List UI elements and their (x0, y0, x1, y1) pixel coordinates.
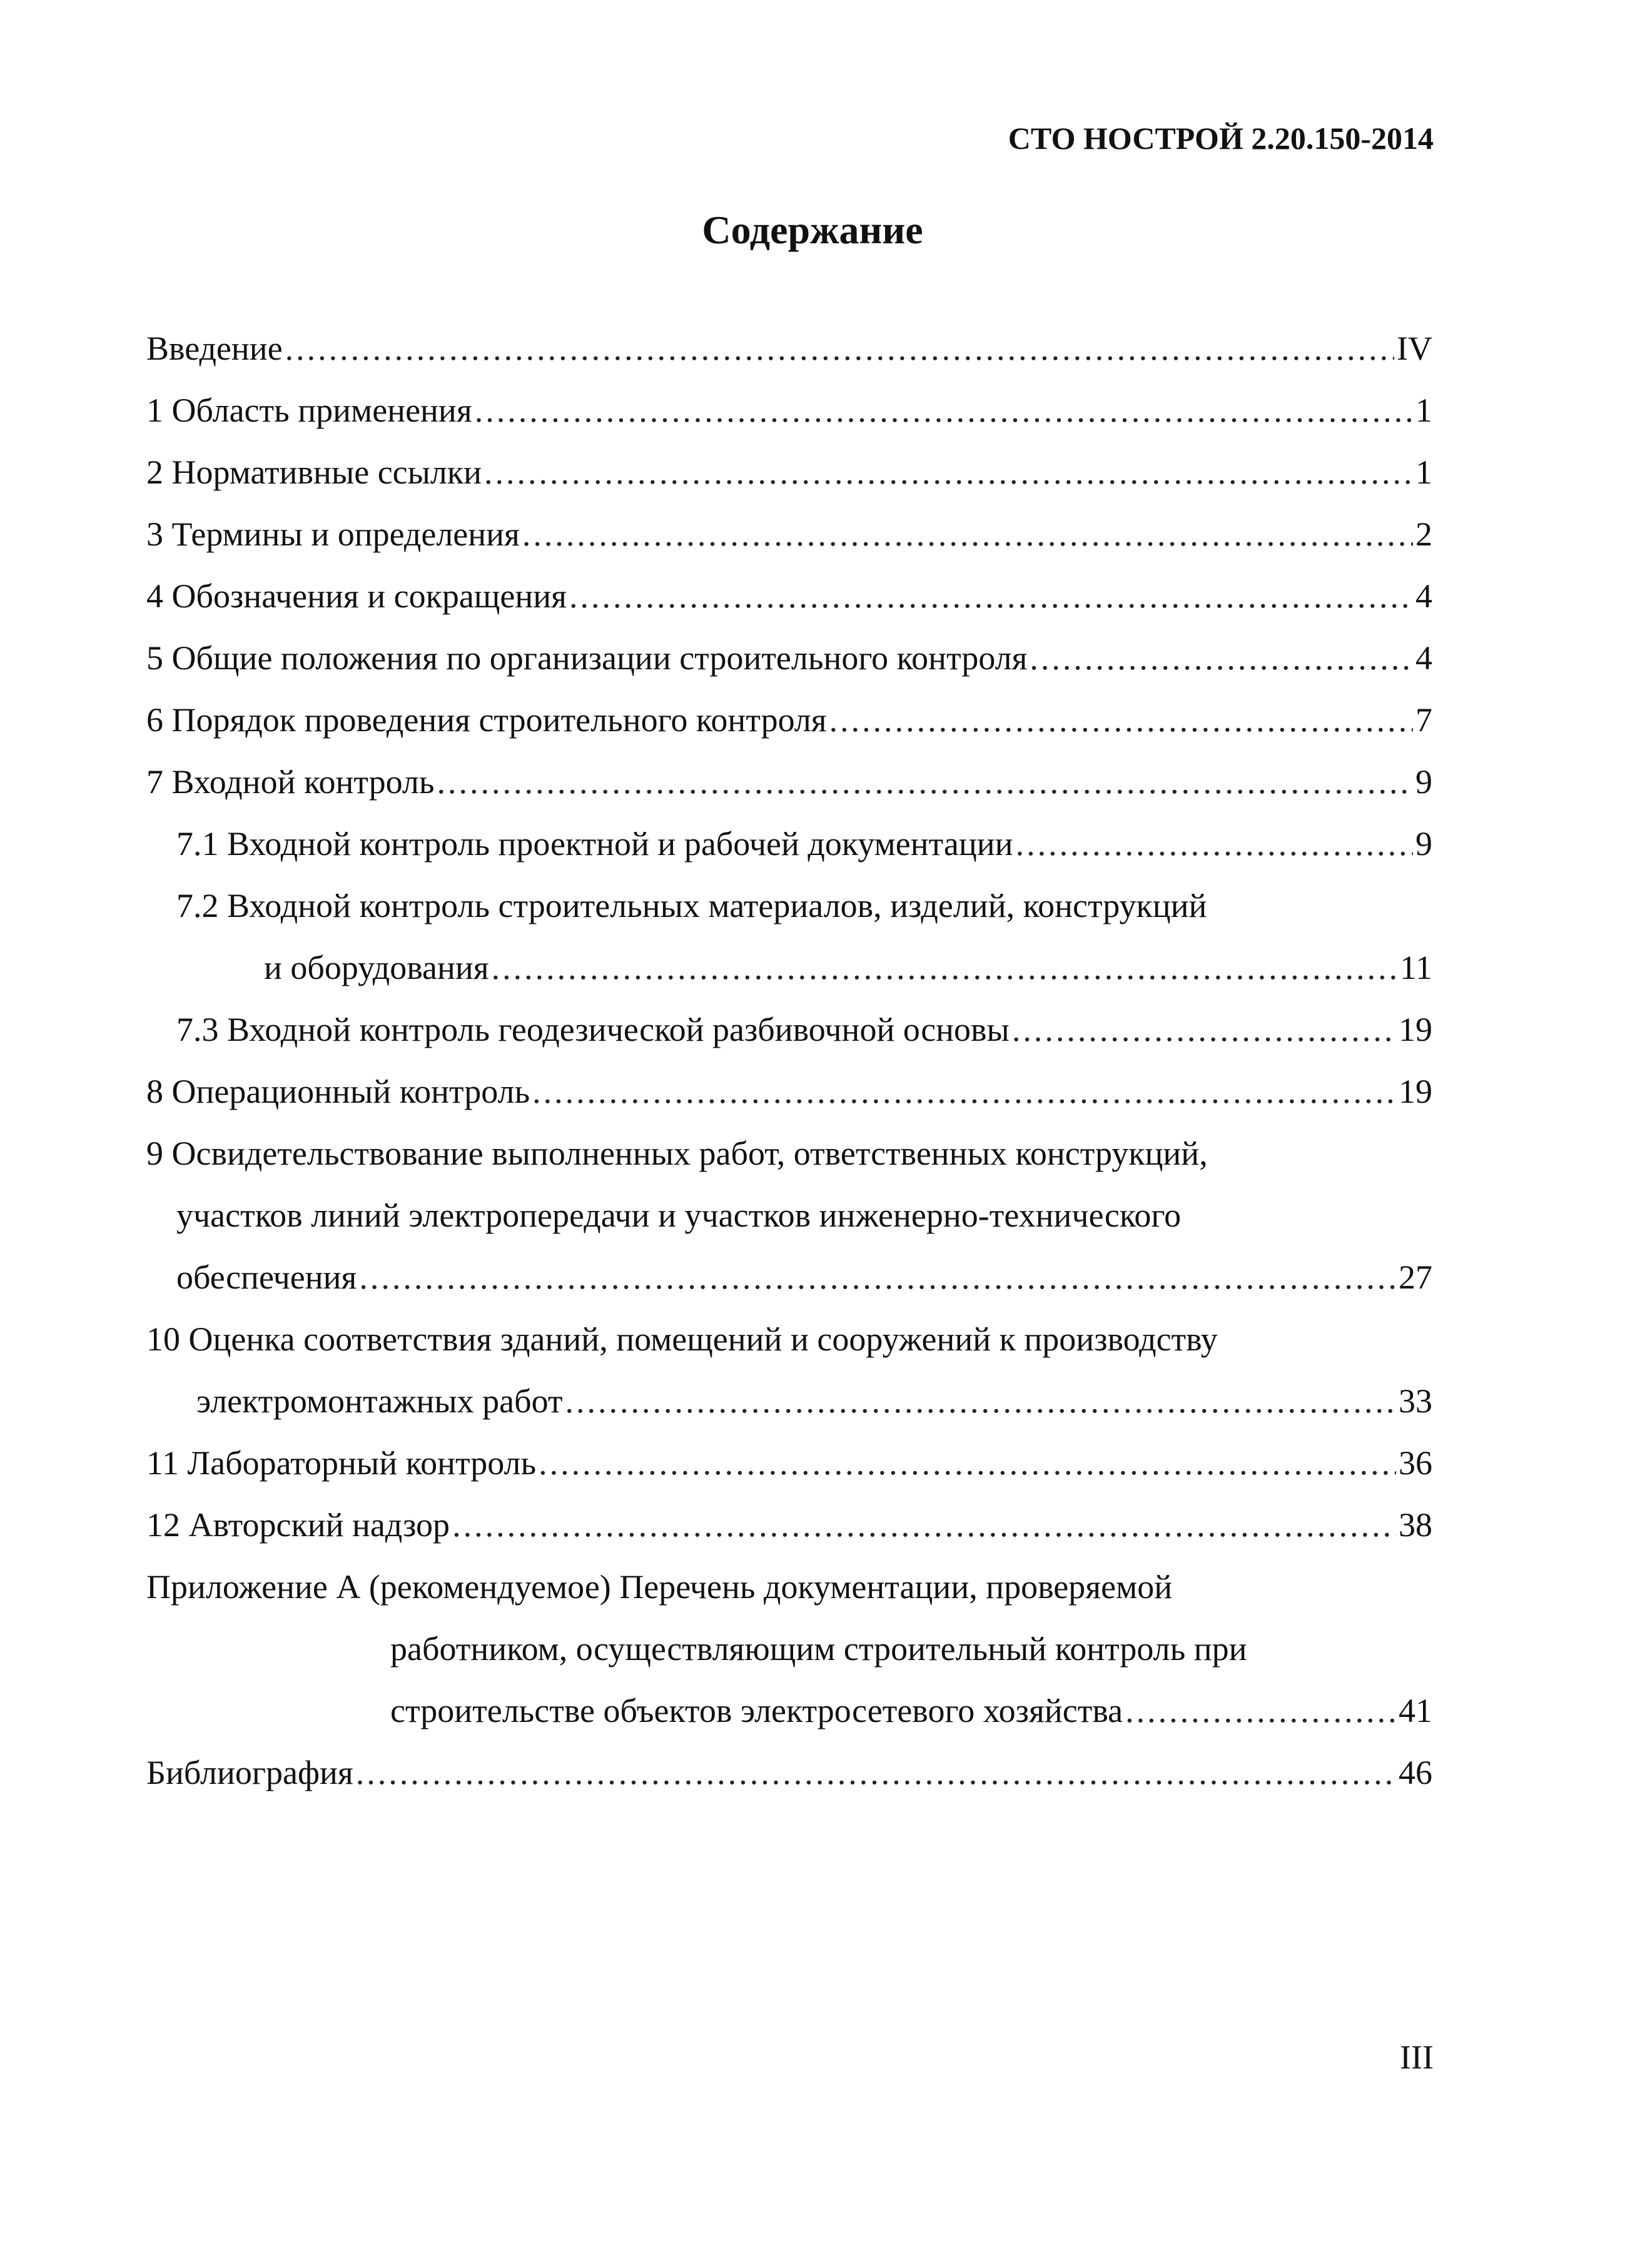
toc-entry-title: Приложение А (рекомендуемое) Перечень документации, проверяемой (146, 1568, 1173, 1606)
dot-leader (565, 1370, 1396, 1432)
toc-page-number: 9 (1415, 763, 1432, 801)
dot-leader (359, 1247, 1396, 1309)
toc-page-number: 38 (1399, 1506, 1432, 1544)
toc-page-number: 1 (1415, 453, 1432, 491)
toc-page-number: 11 (1400, 949, 1432, 986)
dot-leader (475, 380, 1413, 442)
toc-page-number: 4 (1415, 577, 1432, 615)
toc-page-number: 46 (1399, 1754, 1432, 1791)
toc-entry-title: 6 Порядок проведения строительного контроля (146, 701, 827, 739)
toc-entry (146, 318, 1432, 380)
toc-page-number: 27 (1399, 1258, 1432, 1296)
toc-page-number: 19 (1399, 1073, 1432, 1110)
toc-entry (146, 1370, 1432, 1432)
toc-entry (146, 999, 1432, 1061)
toc-entry (146, 1432, 1432, 1494)
toc-entry-title: работником, осуществляющим строительный контроль при (390, 1630, 1247, 1668)
page-title: Содержание (702, 208, 923, 252)
toc-entry (146, 504, 1432, 565)
toc-entry (146, 875, 1432, 937)
toc-page-number: 2 (1415, 515, 1432, 553)
toc-page-number: 33 (1399, 1382, 1432, 1420)
toc-entry-title: строительстве объектов электросетевого хозяйства (390, 1692, 1123, 1729)
toc-entry (146, 442, 1432, 504)
dot-leader (532, 1061, 1396, 1123)
dot-leader (452, 1494, 1396, 1556)
toc-entry (146, 565, 1432, 627)
toc-page-number: IV (1397, 330, 1432, 367)
toc-entry-title: Введение (146, 330, 283, 367)
dot-leader (285, 318, 1394, 380)
toc-entry (146, 627, 1432, 689)
toc-entry (146, 1061, 1432, 1123)
toc-entry-title: 4 Обозначения и сокращения (146, 577, 567, 615)
toc-entry-title: обеспечения (176, 1258, 357, 1296)
dot-leader (569, 565, 1413, 627)
toc-page-number: 9 (1415, 825, 1432, 863)
toc-entry-title: 7.3 Входной контроль геодезической разбивочной основы (176, 1011, 1010, 1048)
toc-entry (146, 751, 1432, 813)
toc-entry-title: участков линий электропередачи и участков инженерно-технического (176, 1197, 1182, 1234)
toc-entry-title: 1 Область применения (146, 392, 472, 429)
toc-entry-title: Библиография (146, 1754, 353, 1791)
toc-entry-title: 7.1 Входной контроль проектной и рабочей документации (176, 825, 1013, 863)
dot-leader (829, 689, 1413, 751)
toc-entry (146, 380, 1432, 442)
dot-leader (522, 504, 1413, 565)
toc-entry-title: 7 Входной контроль (146, 763, 435, 801)
toc-entry (146, 1742, 1432, 1804)
toc-entry (146, 689, 1432, 751)
table-of-contents (146, 318, 1432, 1804)
toc-page-number: 7 (1415, 701, 1432, 739)
toc-entry (146, 1185, 1432, 1247)
toc-page-number: 4 (1415, 639, 1432, 677)
document-code: СТО НОСТРОЙ 2.20.150-2014 (1008, 121, 1434, 156)
toc-entry-title: 8 Операционный контроль (146, 1073, 530, 1110)
toc-entry (146, 1247, 1432, 1309)
dot-leader (1016, 813, 1413, 875)
toc-page-number: 19 (1399, 1011, 1432, 1048)
toc-page-number: 1 (1415, 392, 1432, 429)
toc-entry-title: и оборудования (264, 949, 489, 986)
toc-entry-title: 7.2 Входной контроль строительных материалов, изделий, конструкций (176, 887, 1207, 924)
toc-page-number: 41 (1399, 1692, 1432, 1729)
toc-entry (146, 1123, 1432, 1185)
dot-leader (1125, 1680, 1396, 1742)
dot-leader (539, 1432, 1396, 1494)
toc-entry-title: 11 Лабораторный контроль (146, 1444, 537, 1482)
toc-entry (146, 1494, 1432, 1556)
dot-leader (484, 442, 1413, 504)
dot-leader (437, 751, 1413, 813)
dot-leader (492, 937, 1397, 999)
toc-entry (146, 813, 1432, 875)
toc-page-number: 36 (1399, 1444, 1432, 1482)
toc-entry (146, 1618, 1432, 1680)
toc-entry (146, 937, 1432, 999)
toc-entry-title: 9 Освидетельствование выполненных работ, ответственных конструкций, (146, 1135, 1208, 1172)
toc-entry (146, 1556, 1432, 1618)
toc-entry (146, 1680, 1432, 1742)
dot-leader (356, 1742, 1396, 1804)
toc-entry-title: 12 Авторский надзор (146, 1506, 450, 1544)
dot-leader (1012, 999, 1396, 1061)
toc-entry-title: электромонтажных работ (196, 1382, 563, 1420)
page-number: III (1400, 2038, 1434, 2076)
toc-entry-title: 5 Общие положения по организации строительного контроля (146, 639, 1028, 677)
toc-entry-title: 2 Нормативные ссылки (146, 453, 482, 491)
dot-leader (1030, 627, 1413, 689)
toc-entry-title: 3 Термины и определения (146, 515, 520, 553)
toc-entry (146, 1309, 1432, 1370)
toc-entry-title: 10 Оценка соответствия зданий, помещений и сооружений к производству (146, 1320, 1218, 1358)
